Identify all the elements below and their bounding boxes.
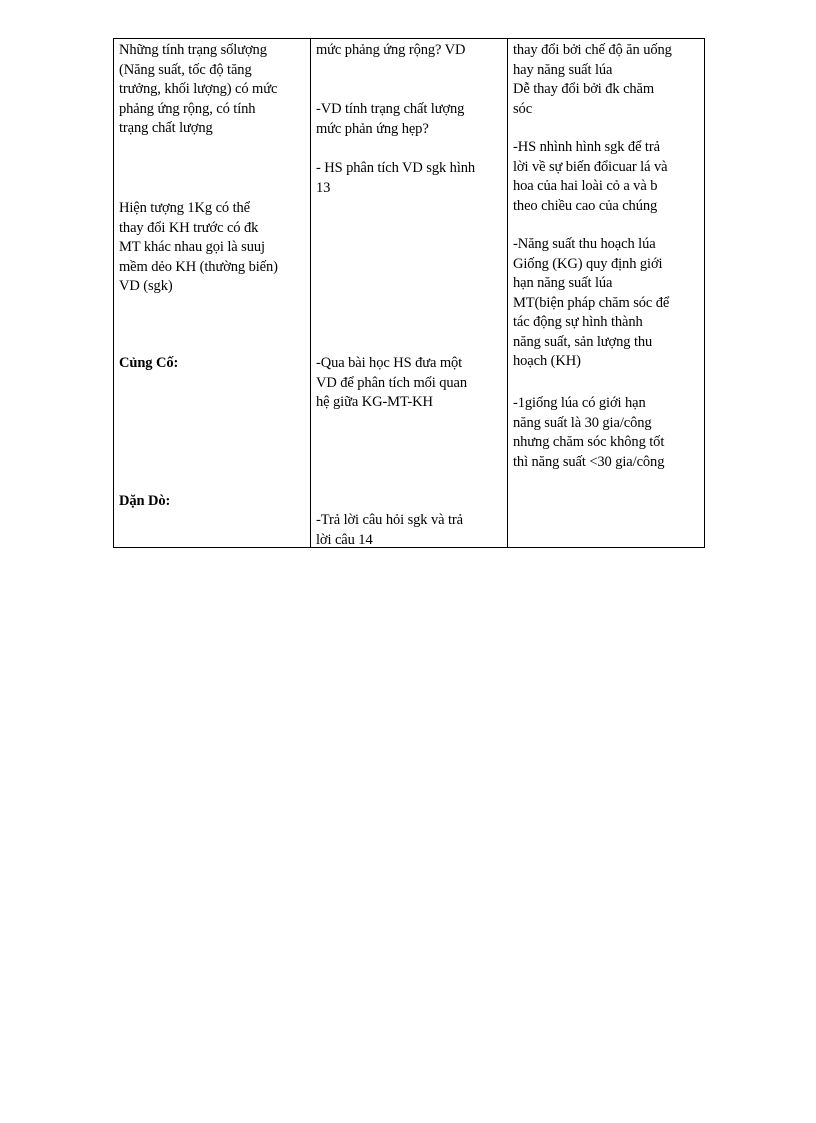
teacher-paragraph-consolidation: -Qua bài học HS đưa một VD để phân tích mối quan hệ giữa KG-MT-KH xyxy=(316,355,468,410)
content-paragraph-quantitative-traits: Những tính trạng sốlượng (Năng suất, tốc độ tăng trưởng, khối lượng) có mức phảng ứng rộng, có tính trạng chất lượng xyxy=(119,42,278,136)
section-heading-dan-do: Dặn Dò: xyxy=(119,493,171,509)
teacher-paragraph-homework: -Trả lời câu hỏi sgk và trả lời câu 14 xyxy=(316,512,463,548)
teacher-paragraph-analyze-figure: - HS phân tích VD sgk hình 13 xyxy=(316,160,476,196)
teacher-activity-column-cell xyxy=(311,39,508,548)
section-heading-cung-co: Củng Cố: xyxy=(119,355,179,371)
student-activity-column-cell xyxy=(508,39,705,548)
student-paragraph-diet-yield: thay đổi bởi chế độ ăn uống hay năng suất lúa Dễ thay đổi bởi đk chăm sóc xyxy=(513,42,672,117)
table-row xyxy=(114,39,705,548)
teacher-paragraph-wide-reaction: mức phảng ứng rộng? VD xyxy=(316,42,466,58)
content-paragraph-phenotypic-plasticity: Hiện tượng 1Kg có thể thay đổi KH trước có đk MT khác nhau gọi là suuj mềm dẻo KH (thường biến) VD (sgk) xyxy=(119,200,278,294)
lesson-plan-table xyxy=(113,38,705,548)
content-column-cell xyxy=(114,39,311,548)
student-paragraph-observe-figure: -HS nhình hình sgk để trả lời về sự biến đổicuar lá và hoa của hai loài cỏ a và b theo chiều cao của chúng xyxy=(513,139,668,214)
teacher-paragraph-narrow-reaction: -VD tính trạng chất lượng mức phản ứng hẹp? xyxy=(316,101,465,137)
student-paragraph-rice-yield: -Năng suất thu hoạch lúa Giống (KG) quy định giới hạn năng suất lúa MT(biện pháp chăm sóc để tác động sự hình thành năng suất, sản lượng thu hoạch (KH) xyxy=(513,236,670,369)
student-paragraph-rice-example: -1giống lúa có giới hạn năng suất là 30 gia/công nhưng chăm sóc không tốt thì năng suất <30 gia/công xyxy=(513,395,665,470)
